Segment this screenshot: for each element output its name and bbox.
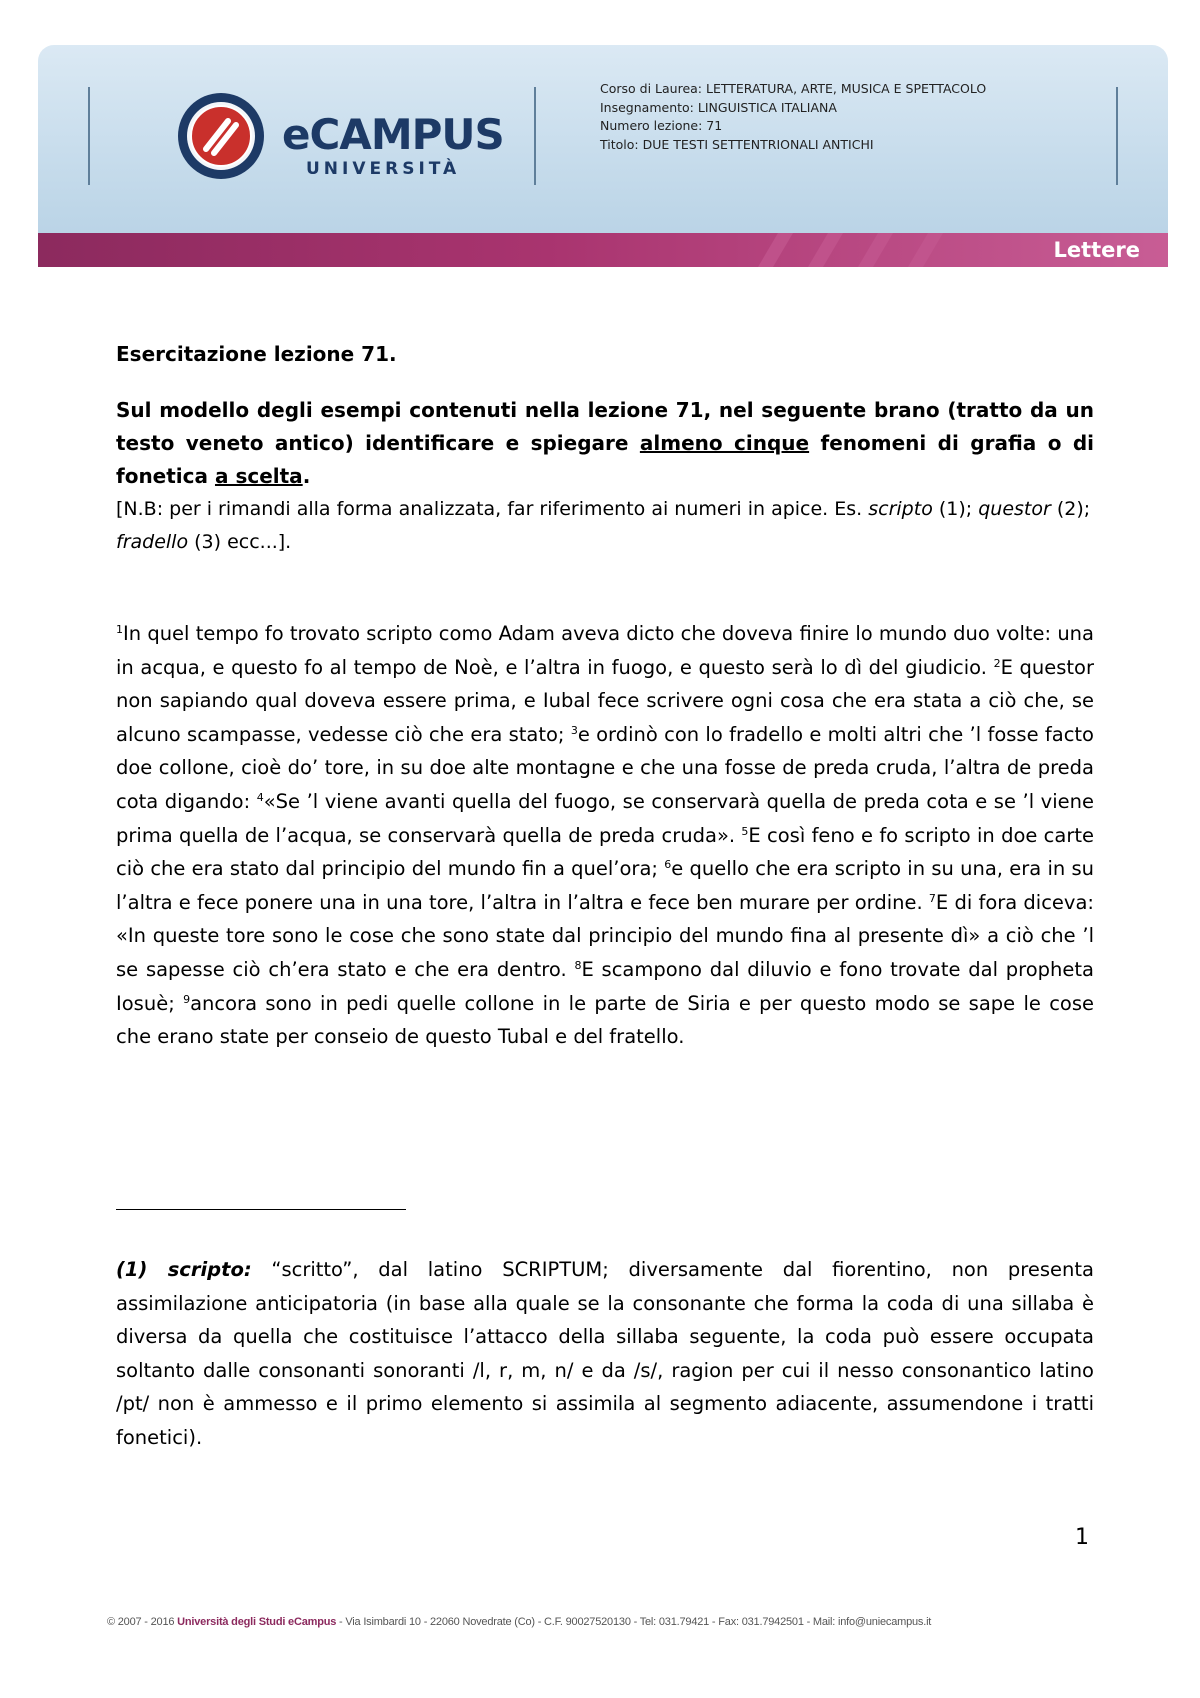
course-info-insegnamento: Insegnamento: LINGUISTICA ITALIANA xyxy=(600,99,837,115)
footer-university: Università degli Studi eCampus xyxy=(177,1616,337,1628)
course-info xyxy=(600,80,986,154)
footnote-text: “scritto”, dal latino SCRIPTUM; diversamente dal fiorentino, non presenta assimilazione anticipatoria (in base alla quale se la consonante che forma la coda di una sillaba è diversa da quella che costituisce l’attacco della sillaba seguente, la coda può essere occupata soltanto dalle consonanti sonoranti /l, r, m, n/ e da /s/, ragion per cui il nesso consonantico latino /pt/ non è ammesso e il primo elemento si assimila al segmento adiacente, assumendone i tratti fonetici). xyxy=(116,1258,1094,1449)
header-divider-left xyxy=(88,87,90,185)
footnote xyxy=(116,1253,1094,1455)
exercise-title: Esercitazione lezione 71. xyxy=(116,342,397,366)
header-divider-right xyxy=(1116,87,1118,185)
footnote-term: (1) scripto: xyxy=(116,1258,252,1281)
course-info-numero: Numero lezione: 71 xyxy=(600,118,723,133)
faculty-label: Lettere xyxy=(1053,238,1140,262)
exercise-instructions: Sul modello degli esempi contenuti nella lezione 71, nel seguente brano (tratto da un testo veneto antico) identificare e spiegare almeno cinque fenomeni di grafia o di fonetica a scelta. xyxy=(116,398,1095,488)
band-stripes-decoration xyxy=(738,233,998,267)
page-header xyxy=(38,45,1168,267)
header-divider-middle xyxy=(534,87,536,185)
page-footer: © 2007 - 2016 Università degli Studi eCampus - Via Isimbardi 10 - 22060 Novedrate (Co) - C.F. 90027520130 - Tel: 031.79421 - Fax: 031.7942501 - Mail: info@uniecampus.it xyxy=(107,1616,932,1628)
footnote-separator xyxy=(116,1209,406,1210)
exercise-note: [N.B: per i rimandi alla forma analizzata, far riferimento ai numeri in apice. Es. scripto (1); questor (2); fradello (3) ecc...]. xyxy=(116,498,1091,553)
ecampus-logo-subtitle: UNIVERSITÀ xyxy=(306,159,461,179)
header-band xyxy=(38,233,1168,267)
course-info-corso: Corso di Laurea: LETTERATURA, ARTE, MUSICA E SPETTACOLO xyxy=(600,81,987,96)
underlined-a-scelta: a scelta xyxy=(214,464,303,488)
underlined-almeno-cinque: almeno cinque xyxy=(639,431,810,455)
exercise-content xyxy=(116,342,1094,1054)
ecampus-logo-text: eCAMPUS xyxy=(282,110,504,159)
page-number: 1 xyxy=(1075,1525,1089,1550)
ecampus-emblem-icon xyxy=(176,91,266,181)
venetian-passage: $^1$In quel tempo fo trovato scripto como Adam aveva dicto che doveva finire lo mundo duo volte: una in acqua, e questo fo al tempo de Noè, e l’altra in fuogo, e questo serà lo dì del giudicio. $^2$E questor non sapiando qual doveva essere prima, e Iubal fece scrivere ogni cosa che era stata a ciò che, se alcuno scampasse, vedesse ciò che era stato; $^3$e ordinò con lo fradello e molti altri che ’l fosse facto doe collone, cioè do’ tore, in su doe alte montagne e che una fosse de preda cruda, l’altra de preda cota digando: $^4$«Se ’l viene avanti quella del fuogo, se conservarà quella de preda cota e se ’l viene prima quella de l’acqua, se conservarà quella de preda cruda». $^5$E così feno e fo scripto in doe carte ciò che era stato dal principio del mundo fin a quel’ora; $^6$e quello che era scripto in su una, era in su l’altra e fece ponere una in una tore, l’altra in l’altra e fece ben murare per ordine. $^7$E di fora diceva: «In queste tore sono le cose che sono state dal principio del mundo fina al presente dì» a ciò che ’l se sapesse ciò ch’era stato e che era dentro. $^8$E scampono dal diluvio e fono trovate dal propheta Iosuè; $^9$ancora sono in pedi quelle collone in le parte de Siria e per questo modo se sape le cose che erano state per conseio de questo Tubal e del fratello. xyxy=(116,622,1095,1049)
course-info-titolo: Titolo: DUE TESTI SETTENTRIONALI ANTICHI xyxy=(600,136,874,152)
